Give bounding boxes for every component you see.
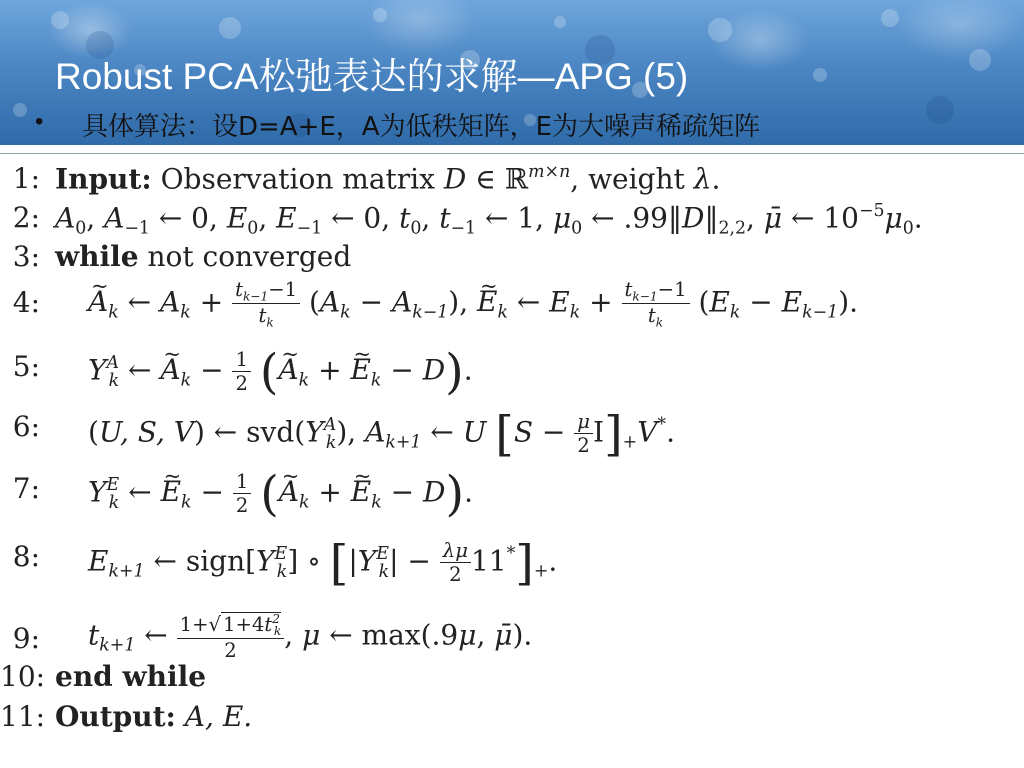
- output-value: A, E.: [184, 700, 253, 733]
- algorithm-line-9: $t_{k+1}$ ← $\frac{1+√ 1+4t^2_k}{2}$ , μ ← max(.9μ, μ̄).: [88, 612, 533, 663]
- algorithm-line-6: (U, S, V) ← $svd(Y^A_k)$, $A_{k+1}$ ← U [S − $\frac{\mu}{2}$ $I]_+V^*$.: [88, 407, 676, 462]
- line-number-10: 10:: [0, 660, 46, 693]
- algorithm-line-5: $Y^A_k$ ← ~ $A_k$ − $\frac{1}{2}$ (~ $A_k$ + ~ $E_k - D$).: [88, 345, 473, 400]
- bullet-text: 具体算法：设D=A+E，A为低秩矩阵，E为大噪声稀疏矩阵: [82, 112, 761, 142]
- line-number-7: 7:: [12, 472, 40, 505]
- line-number-6: 6:: [12, 410, 40, 443]
- end-while-keyword: end while: [55, 660, 207, 693]
- output-keyword: Output:: [55, 700, 176, 733]
- algorithm-line-3: [55, 240, 351, 273]
- input-keyword: Input:: [55, 162, 152, 196]
- math-expr: D: [443, 162, 467, 196]
- line-number-11: 11:: [0, 700, 46, 733]
- slide-title: Robust PCA松弛表达的求解—APG (5): [55, 56, 689, 97]
- line-number-3: 3:: [12, 240, 40, 273]
- bullet-marker: •: [35, 108, 44, 135]
- while-keyword: while: [55, 240, 139, 273]
- line-number-8: 8:: [12, 540, 40, 573]
- algorithm-line-11: [55, 700, 252, 733]
- weight-text: , weight: [570, 162, 685, 196]
- input-text: Observation matrix: [160, 162, 435, 196]
- algorithm-line-2: $A_0$, $A_{-1}$ ← 0, $E_0$, $E_{-1}$ ← 0, $t_0$, $t_{-1}$ ← 1, $\mu_0$ ← $.99‖D‖_{2,2}$, μ̄ ← $10^{-5}\mu_0$.: [55, 201, 923, 239]
- algorithm-line-8: $E_{k+1}$ ← $sign[Y^E_k]$ ∘ [$|Y^E_k|$ − $\frac{\lambda\mu}{2}$ $11^*]_+$.: [88, 536, 558, 591]
- line-number-5: 5:: [12, 350, 40, 383]
- slide-header: [0, 0, 1024, 145]
- divider-line: [0, 153, 1024, 154]
- line-number-1: 1:: [12, 162, 40, 195]
- algorithm-line-10: [55, 660, 206, 693]
- algorithm-line-4: ~ $A_k$ ← $A_k$ + $\frac{t_{k-1}-1}{t_k}$ $(A_k - A_{k-1})$, ~ $E_k$ ← $E_k$ + $\frac{t_{k-1}-1}{t_k}$ $(E_k - E_{k-1})$.: [88, 278, 858, 330]
- line-number-4: 4:: [12, 286, 40, 319]
- line-number-9: 9:: [12, 622, 40, 655]
- while-text: not converged: [147, 240, 352, 273]
- algorithm-line-7: $Y^E_k$ ← ~ $E_k$ − $\frac{1}{2}$ (~ $A_k$ + ~ $E_k - D$).: [88, 467, 473, 522]
- algorithm-line-1: Input: Observation matrix D ∈ ℝ$^{m\times n}$, weight λ.: [55, 162, 721, 196]
- line-number-2: 2:: [12, 201, 40, 234]
- bullet-row: [0, 100, 1024, 146]
